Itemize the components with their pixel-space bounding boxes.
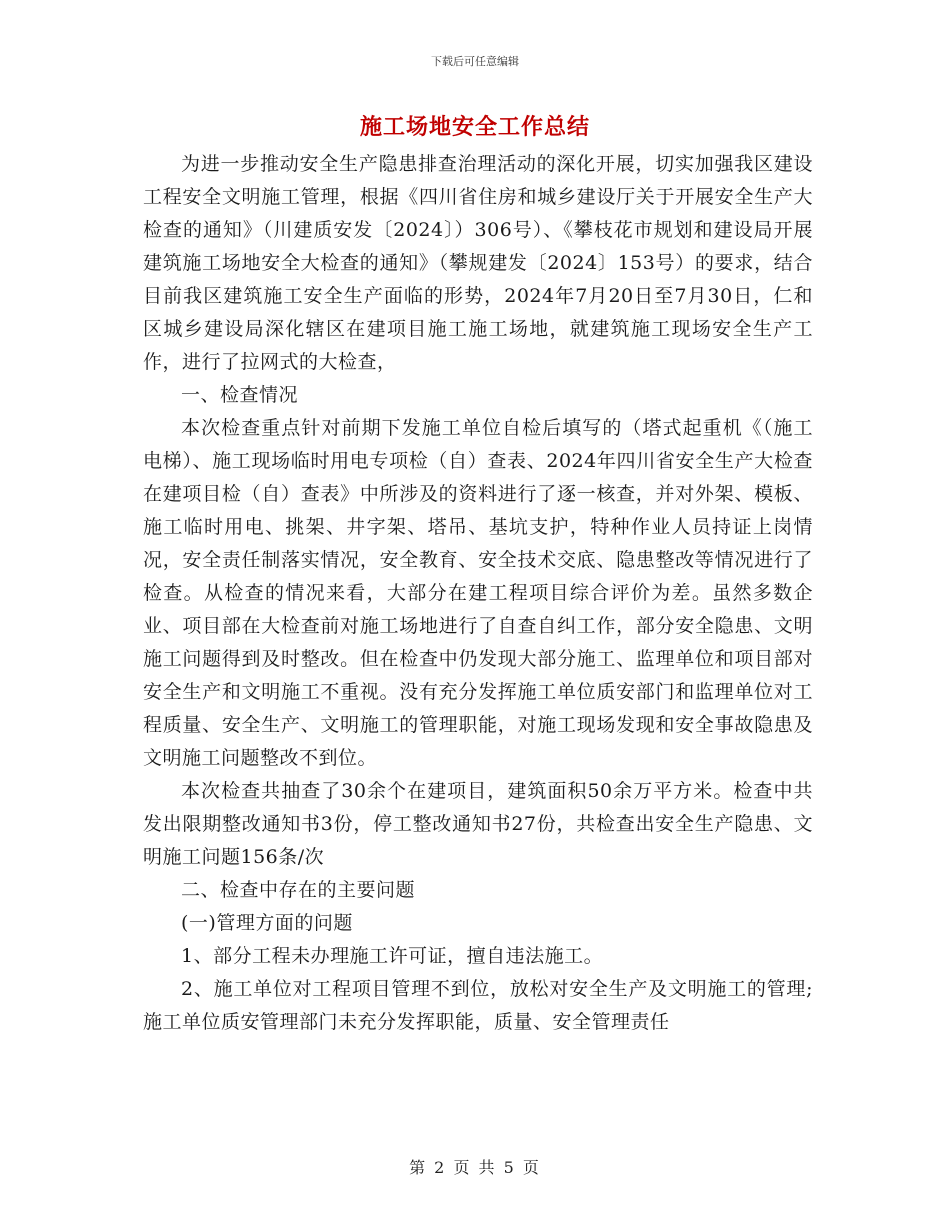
paragraph-inspection-details: 本次检查重点针对前期下发施工单位自检后填写的（塔式起重机《（施工电梯）、施工现场临时用电专项检（自）查表、2024年四川省安全生产大检查在建项目检（自）查表》中所涉及的资料进行了逐一核查，并对外架、模板、施工临时用电、挑架、井字架、塔吊、基坑支护，特种作业人员持证上岗情况，安全责任制落实情况，安全教育、安全技术交底、隐患整改等情况进行了检查。从检查的情况来看，大部分在建工程项目综合评价为差。虽然多数企业、项目部在大检查前对施工场地进行了自查自纠工作，部分安全隐患、文明施工问题得到及时整改。但在检查中仍发现大部分施工、监理单位和项目部对安全生产和文明施工不重视。没有充分发挥施工单位质安部门和监理单位对工程质量、安全生产、文明施工的管理职能，对施工现场发现和安全事故隐患及文明施工问题整改不到位。 [143,417,813,769]
subsection-heading-management: (一)管理方面的问题 [181,912,353,934]
header-note: 下载后可任意编辑 [431,55,519,68]
page-number: 第 2 页 共 5 页 [409,1158,541,1177]
list-item-1: 1、部分工程未办理施工许可证，擅自违法施工。 [181,945,604,967]
section-heading-inspection: 一、检查情况 [181,384,299,406]
section-heading-problems: 二、检查中存在的主要问题 [181,879,416,901]
document-title: 施工场地安全工作总结 [359,114,590,140]
document-body [143,148,813,1039]
list-item-2: 2、施工单位对工程项目管理不到位，放松对安全生产及文明施工的管理;施工单位质安管理部门未充分发挥职能，质量、安全管理责任 [143,978,813,1033]
paragraph-intro: 为进一步推动安全生产隐患排查治理活动的深化开展，切实加强我区建设工程安全文明施工管理，根据《四川省住房和城乡建设厅关于开展安全生产大检查的通知》（川建质安发〔2024〕）306号）、《攀枝花市规划和建设局开展建筑施工场地安全大检查的通知》（攀规建发〔2024〕153号）的要求，结合目前我区建筑施工安全生产面临的形势，2024年7月20日至7月30日，仁和区城乡建设局深化辖区在建项目施工施工场地，就建筑施工现场安全生产工作，进行了拉网式的大检查， [143,153,813,373]
paragraph-inspection-stats: 本次检查共抽查了30余个在建项目，建筑面积50余万平方米。检查中共发出限期整改通知书3份，停工整改通知书27份，共检查出安全生产隐患、文明施工问题156条/次 [143,780,813,868]
